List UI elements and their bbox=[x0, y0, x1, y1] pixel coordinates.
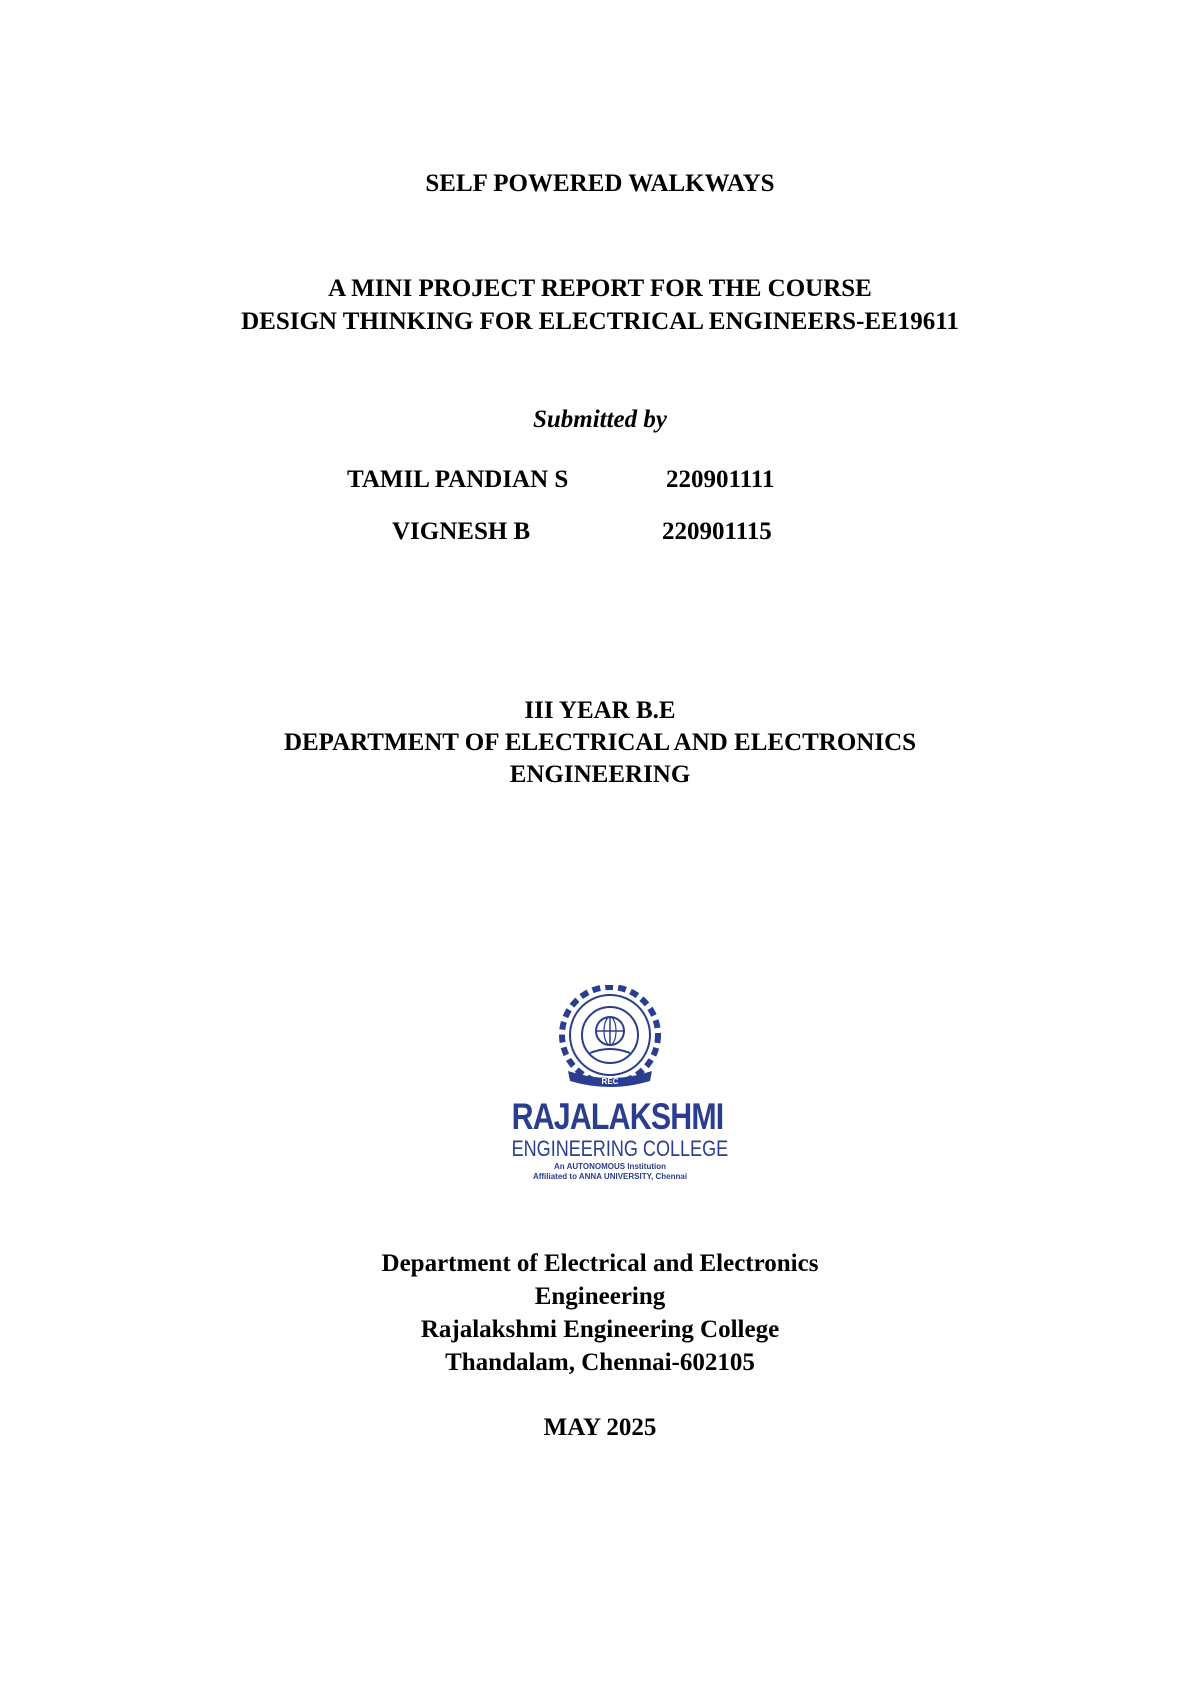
year-line: III YEAR B.E bbox=[524, 697, 676, 724]
department-line: DEPARTMENT OF ELECTRICAL AND ELECTRONICS bbox=[283, 729, 917, 756]
member-name: TAMIL PANDIAN S bbox=[347, 466, 569, 493]
logo-college-name: RAJALAKSHMI bbox=[511, 1096, 724, 1137]
submitted-by-label: Submitted by bbox=[532, 406, 668, 433]
address-line: Department of Electrical and Electronics bbox=[381, 1250, 819, 1277]
logo-tagline: An AUTONOMOUS Institution bbox=[554, 1162, 666, 1171]
report-type-line: A MINI PROJECT REPORT FOR THE COURSE bbox=[328, 275, 872, 302]
college-emblem-icon bbox=[490, 985, 730, 1095]
address-line: Rajalakshmi Engineering College bbox=[420, 1316, 780, 1343]
member-id: 220901115 bbox=[662, 518, 772, 545]
logo-college-subname: ENGINEERING COLLEGE bbox=[511, 1136, 729, 1161]
member-name: VIGNESH B bbox=[392, 518, 531, 545]
member-id: 220901111 bbox=[666, 466, 775, 493]
report-title: SELF POWERED WALKWAYS bbox=[425, 170, 775, 197]
department-line-2: ENGINEERING bbox=[509, 761, 691, 788]
college-logo bbox=[490, 985, 730, 1185]
report-date: MAY 2025 bbox=[543, 1414, 657, 1441]
logo-badge-text: REC bbox=[601, 1077, 619, 1086]
course-line: DESIGN THINKING FOR ELECTRICAL ENGINEERS-EE19611 bbox=[241, 308, 959, 335]
logo-affiliation: Affiliated to ANNA UNIVERSITY, Chennai bbox=[532, 1172, 688, 1181]
address-line: Engineering bbox=[534, 1283, 666, 1310]
address-line: Thandalam, Chennai-602105 bbox=[445, 1349, 755, 1376]
